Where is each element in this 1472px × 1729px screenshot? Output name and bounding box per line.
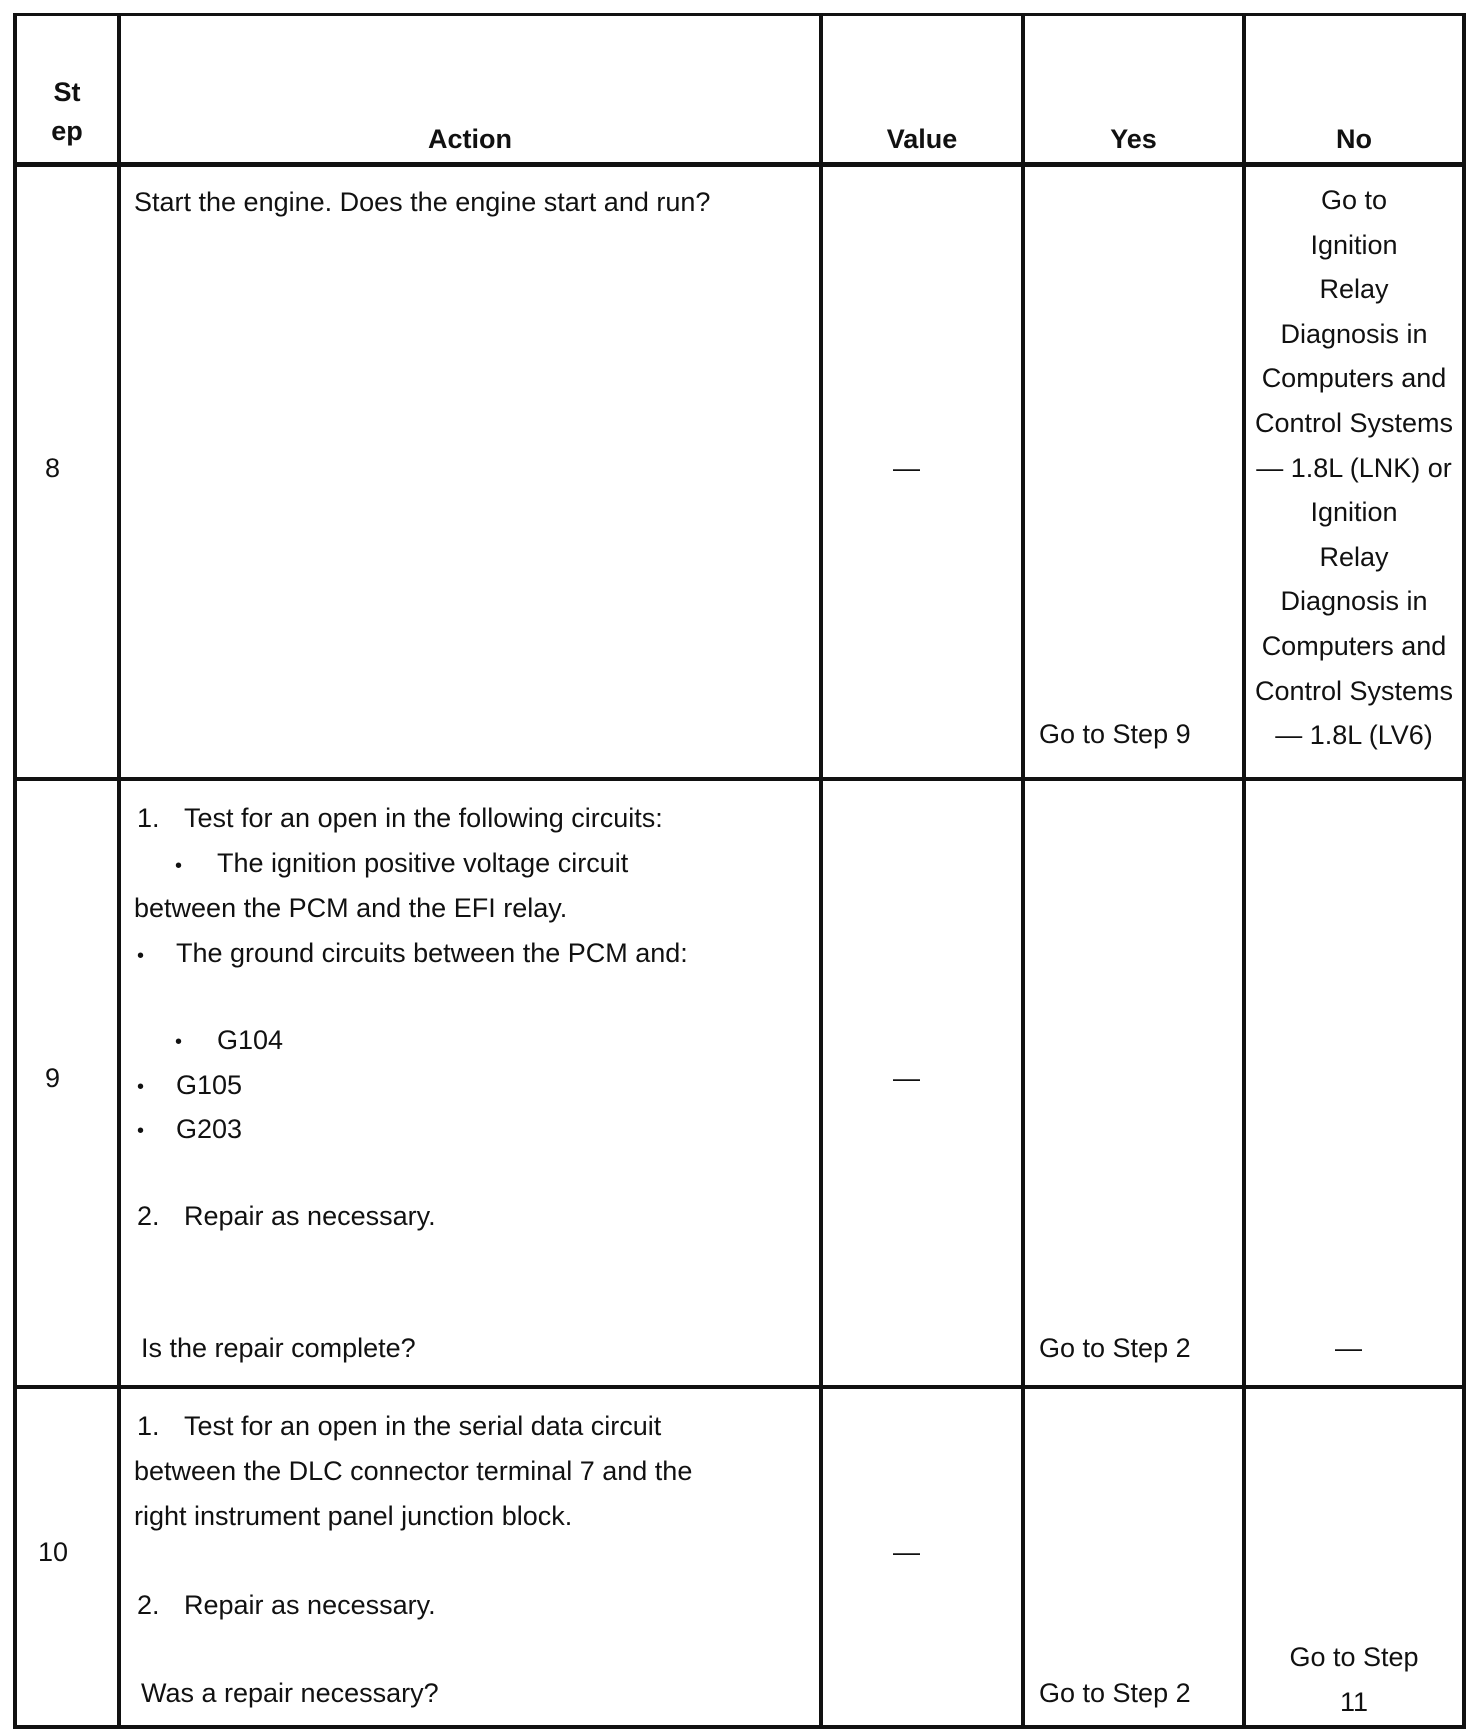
no-line: Go to Step <box>1289 1642 1419 1672</box>
bullet: • <box>175 1031 183 1053</box>
action-step-text-cont: between the DLC connector terminal 7 and the <box>134 1456 693 1486</box>
header-no: No <box>1336 124 1372 154</box>
step-number: 8 <box>45 453 61 483</box>
grid-line <box>13 13 1466 16</box>
action-sub-item-cont: between the PCM and the EFI relay. <box>134 893 568 923</box>
header-step-line1: St <box>53 77 81 107</box>
no-line: Relay <box>1319 274 1389 305</box>
no-cell <box>1246 1635 1462 1724</box>
ground-item: G105 <box>176 1070 243 1100</box>
grid-line <box>1462 13 1466 1729</box>
yes-cell: Go to Step 2 <box>1039 1678 1191 1708</box>
grid-line <box>13 777 1466 781</box>
step-number: 9 <box>45 1063 61 1093</box>
list-number: 2. <box>137 1590 160 1620</box>
diagnostic-table <box>13 13 1466 1729</box>
grid-line <box>13 13 17 1729</box>
list-number: 1. <box>137 803 160 833</box>
no-line: Diagnosis in <box>1280 586 1428 617</box>
no-line: Control Systems <box>1254 407 1454 438</box>
action-sub-item: The ignition positive voltage circuit <box>217 848 629 878</box>
action-question: Is the repair complete? <box>141 1333 416 1363</box>
no-cell <box>1246 178 1462 758</box>
step-number: 10 <box>38 1537 69 1567</box>
action-question: Start the engine. Does the engine start and run? <box>134 187 711 217</box>
value-cell: — <box>893 1063 920 1093</box>
no-line: Go to <box>1320 185 1388 215</box>
ground-item: G203 <box>176 1114 243 1144</box>
grid-line <box>13 1385 1466 1389</box>
no-cell: — <box>1335 1333 1362 1363</box>
no-line: Ignition <box>1310 497 1398 528</box>
action-step-text-cont: right instrument panel junction block. <box>134 1501 573 1531</box>
no-line: Diagnosis in <box>1280 318 1428 349</box>
yes-cell: Go to Step 2 <box>1039 1333 1191 1363</box>
yes-cell: Go to Step 9 <box>1039 719 1191 749</box>
action-step-text: Test for an open in the following circuits: <box>184 803 663 833</box>
bullet: • <box>137 1120 145 1142</box>
header-value: Value <box>886 124 958 154</box>
value-cell: — <box>893 1537 920 1567</box>
grid-line <box>819 13 823 1729</box>
grid-line <box>13 162 1466 167</box>
no-line: — 1.8L (LNK) or <box>1256 452 1452 483</box>
list-number: 2. <box>137 1201 160 1231</box>
grid-line <box>117 13 121 1729</box>
ground-item: G104 <box>217 1025 284 1055</box>
header-yes: Yes <box>1110 124 1157 154</box>
header-step <box>17 73 117 151</box>
list-number: 1. <box>137 1411 160 1441</box>
value-cell: — <box>893 453 920 483</box>
no-line: Control Systems <box>1254 675 1454 706</box>
no-line: — 1.8L (LV6) <box>1275 720 1433 751</box>
action-step-text: Repair as necessary. <box>184 1201 436 1231</box>
bullet: • <box>137 945 145 967</box>
no-line: Ignition <box>1310 229 1398 260</box>
action-question: Was a repair necessary? <box>141 1678 439 1708</box>
bullet: • <box>137 1076 145 1098</box>
header-step-line2: ep <box>51 116 83 146</box>
action-step-text: Repair as necessary. <box>184 1590 436 1620</box>
action-sub-item: The ground circuits between the PCM and: <box>176 938 688 968</box>
grid-line <box>1021 13 1025 1729</box>
no-line: Relay <box>1319 541 1389 572</box>
no-line: Computers and <box>1261 630 1447 661</box>
no-line: Computers and <box>1261 363 1447 394</box>
header-action: Action <box>428 124 512 154</box>
bullet: • <box>175 855 183 877</box>
action-step-text: Test for an open in the serial data circuit <box>184 1411 662 1441</box>
grid-line <box>13 1725 1466 1729</box>
no-line: 11 <box>1339 1686 1369 1717</box>
